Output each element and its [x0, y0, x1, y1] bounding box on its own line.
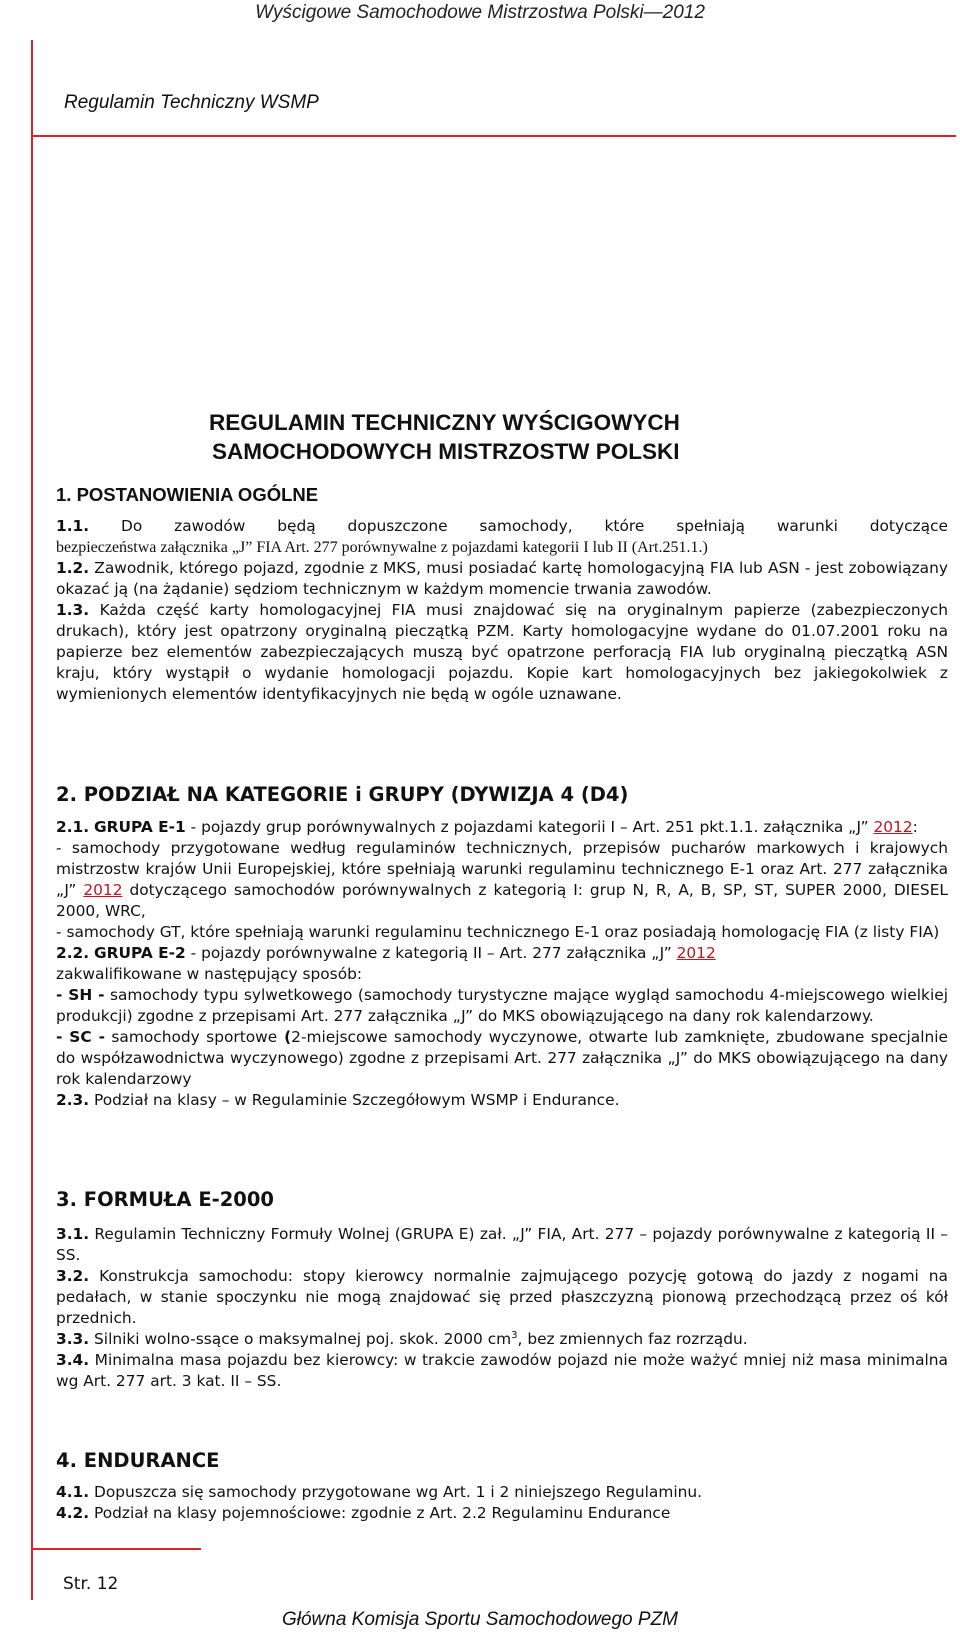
group-label: GRUPA E-2	[94, 944, 186, 962]
class-label-sh: - SH -	[56, 986, 105, 1004]
para-text: Minimalna masa pojazdu bez kierowcy: w trakcie zawodów pojazd nie może ważyć mniej niż masa minimalna wg Art. 277 art. 3 kat. II – SS.	[56, 1351, 948, 1390]
section-1-body	[56, 516, 948, 705]
para-2-1-list-a	[56, 838, 948, 922]
para-text: samochody sportowe	[104, 1028, 278, 1046]
para-text: Dopuszcza się samochody przygotowane wg Art. 1 i 2 niniejszego Regulaminu.	[89, 1483, 703, 1501]
section-2-heading: 2. PODZIAŁ NA KATEGORIE i GRUPY (DYWIZJA 4 (D4)	[56, 783, 629, 806]
running-footer: Główna Komisja Sportu Samochodowego PZM	[281, 1609, 679, 1630]
title-line-2: SAMOCHODOWYCH MISTRZOSTW POLSKI	[212, 439, 680, 464]
para-text: Silniki wolno-ssące o maksymalnej poj. skok. 2000 cm	[89, 1330, 512, 1348]
section-1-heading: 1. POSTANOWIENIA OGÓLNE	[56, 484, 319, 505]
para-text: 2-miejscowe samochody wyczynowe, otwarte lub zamknięte, zbudowane specjalnie do współzawodnictwa wyczynowego) zgodne z przepisami Art. 277 załącznika „J” do MKS obowiązującego na dany rok kalendarzowy	[56, 1028, 948, 1088]
section-4-body	[56, 1482, 948, 1524]
para-text: Podział na klasy – w Regulaminie Szczegółowym WSMP i Endurance.	[89, 1091, 620, 1109]
para-text: - pojazdy grup porównywalnych z pojazdami kategorii I – Art. 251 pkt.1.1. załącznika „J”	[185, 818, 874, 836]
para-2-2-intro: zakwalifikowane w następujący sposób:	[56, 965, 363, 983]
para-number: 3.2.	[56, 1267, 90, 1285]
para-1-1-line-b: bezpieczeństwa załącznika „J” FIA Art. 277 porównywalne z pojazdami kategorii I lub II (Art.251.1.)	[56, 539, 708, 556]
year-link: 2012	[83, 881, 123, 899]
para-1-3	[56, 600, 948, 705]
para-text: dotyczącego samochodów porównywalnych z kategorią I: grup N, R, A, B, SP, ST, SUPER 2000, DIESEL 2000, WRC,	[56, 881, 948, 920]
document-subtitle: Regulamin Techniczny WSMP	[64, 92, 319, 113]
para-number: 3.4.	[56, 1351, 90, 1369]
para-2-3	[56, 1090, 948, 1111]
running-header: Wyścigowe Samochodowe Mistrzostwa Polski—2012	[255, 2, 705, 23]
para-text: - samochody przygotowane według regulaminów technicznych, przepisów pucharów markowych i krajowych mistrzostw krajów Unii Europejskiej, które spełniają warunki regulaminu technicznego E-1 oraz Art. 277 załącznika „J”	[56, 839, 948, 899]
para-text: Konstrukcja samochodu: stopy kierowcy normalnie zajmującego pozycję gotową do jazdy z nogami na pedałach, w stanie spoczynku nie mogą znajdować się przed płaszczyzną pionową przechodzącą przez oś kół przednich.	[56, 1267, 948, 1327]
margin-rule-vertical	[31, 40, 33, 1600]
para-text: - pojazdy porównywalne z kategorią II – Art. 277 załącznika „J”	[185, 944, 677, 962]
para-1-1-line-a	[56, 516, 948, 537]
para-text: samochody typu sylwetkowego (samochody turystyczne mające wygląd samochodu 4-miejscowego wielkiej produkcji) zgodne z przepisami Art. 277 załącznika „J” do MKS obowiązującego na dany rok kalendarzowy.	[56, 986, 948, 1025]
para-number: 2.1.	[56, 818, 90, 836]
para-text: , bez zmiennych faz rozrządu.	[517, 1330, 748, 1348]
para-number: 1.2.	[56, 559, 90, 577]
para-2-1	[56, 817, 948, 838]
title-line-1: REGULAMIN TECHNICZNY WYŚCIGOWYCH	[209, 410, 680, 435]
para-text: Zawodnik, którego pojazd, zgodnie z MKS, musi posiadać kartę homologacyjną FIA lub ASN - jest zobowiązany okazać ją (na żądanie) sędziom technicznym w każdym momencie trwania zawodów.	[56, 559, 948, 598]
para-number: 1.3.	[56, 601, 90, 619]
year-link: 2012	[873, 818, 913, 836]
para-2-2-sh	[56, 985, 948, 1027]
superscript: 3	[511, 1329, 518, 1341]
para-2-2-sc	[56, 1027, 948, 1090]
header-rule	[31, 135, 956, 137]
section-2-body	[56, 817, 948, 1111]
section-3-heading: 3. FORMUŁA E-2000	[56, 1188, 275, 1211]
para-number: 4.2.	[56, 1504, 90, 1522]
para-number: 1.1.	[56, 517, 90, 535]
para-2-1-list-b: - samochody GT, które spełniają warunki regulaminu technicznego E-1 oraz posiadają homologację FIA (z listy FIA)	[56, 923, 940, 941]
para-text: :	[912, 818, 918, 836]
year-link: 2012	[676, 944, 716, 962]
group-label: GRUPA E-1	[94, 818, 186, 836]
para-2-2	[56, 943, 948, 964]
footer-rule	[31, 1548, 201, 1550]
para-number: 4.1.	[56, 1483, 90, 1501]
para-number: 2.3.	[56, 1091, 90, 1109]
section-4-heading: 4. ENDURANCE	[56, 1449, 220, 1472]
para-3-1	[56, 1224, 948, 1266]
section-3-body	[56, 1224, 948, 1392]
para-text: Podział na klasy pojemnościowe: zgodnie z Art. 2.2 Regulaminu Endurance	[89, 1504, 671, 1522]
para-4-1	[56, 1482, 948, 1503]
para-3-4	[56, 1350, 948, 1392]
para-text: Każda część karty homologacyjnej FIA musi znajdować się na oryginalnym papierze (zabezpieczonych drukach), który jest opatrzony oryginalną pieczątką PZM. Karty homologacyjne wydane do 01.07.2001 roku na papierze bez elementów zabezpieczających muszą być opatrzone perforacją FIA lub oryginalną pieczątką ASN kraju, który wystąpił o wydanie homologacji pojazdu. Kopie kart homologacyjnych bez jakiegokolwiek z wymienionych elementów identyfikacyjnych nie będą w ogóle uznawane.	[56, 601, 948, 703]
para-number: 2.2.	[56, 944, 90, 962]
para-3-2	[56, 1266, 948, 1329]
para-3-3	[56, 1329, 948, 1350]
class-label-sc: - SC -	[56, 1028, 105, 1046]
para-number: 3.1.	[56, 1225, 90, 1243]
para-text: Regulamin Techniczny Formuły Wolnej (GRUPA E) zał. „J” FIA, Art. 277 – pojazdy porównywalne z kategorią II – SS.	[56, 1225, 948, 1264]
paren: (	[277, 1028, 292, 1046]
para-number: 3.3.	[56, 1330, 90, 1348]
para-4-2	[56, 1503, 948, 1524]
para-text: Do zawodów będą dopuszczone samochody, które spełniają warunki dotyczące	[120, 517, 948, 535]
para-1-2	[56, 558, 948, 600]
page-number: Str. 12	[63, 1574, 119, 1594]
